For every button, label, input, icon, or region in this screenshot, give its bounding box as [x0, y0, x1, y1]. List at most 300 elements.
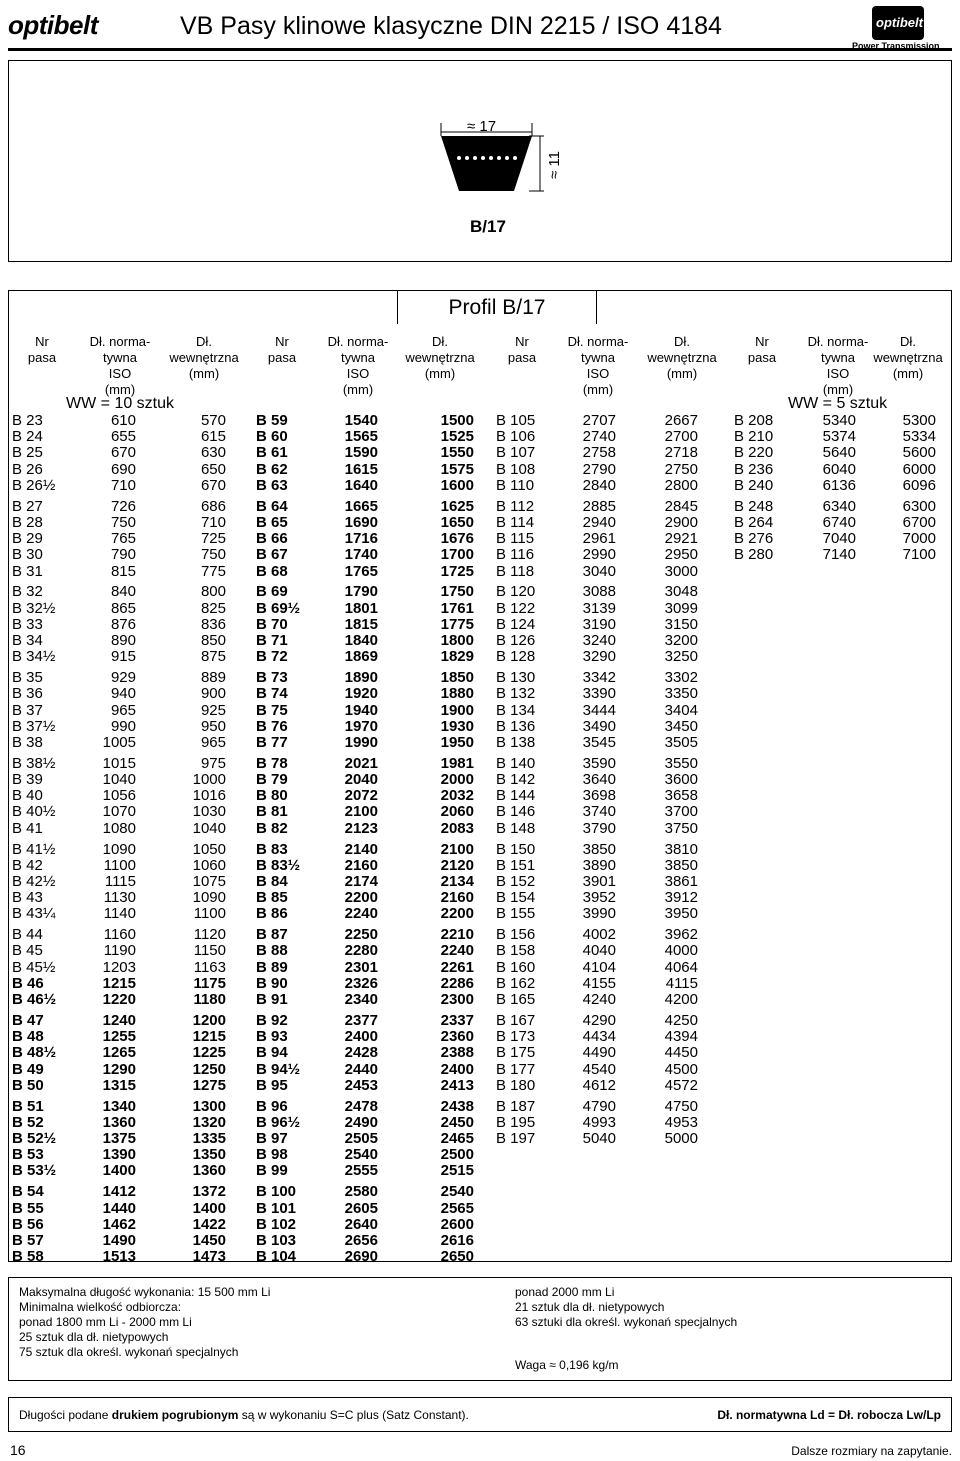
belt-number: B 84 — [256, 872, 288, 890]
norm-length: 1240 — [102, 1011, 136, 1029]
inner-length: 1725 — [440, 562, 474, 580]
norm-length: 2340 — [344, 991, 378, 1008]
more-sizes-note: Dalsze rozmiary na zapytanie. — [791, 1444, 952, 1458]
note-range: ponad 1800 mm Li - 2000 mm Li — [19, 1315, 192, 1329]
inner-length: 1180 — [193, 991, 226, 1008]
inner-length: 2060 — [440, 803, 474, 821]
belt-number: B 48½ — [12, 1044, 57, 1062]
norm-length: 3342 — [582, 669, 616, 687]
norm-length: 1090 — [102, 840, 136, 858]
norm-length: 2758 — [582, 444, 616, 462]
inner-length: 2800 — [664, 476, 698, 494]
inner-length: 1372 — [192, 1183, 226, 1201]
norm-length: 6136 — [822, 476, 856, 494]
norm-length: 876 — [110, 615, 136, 633]
table-row — [0, 842, 960, 858]
norm-length: 5640 — [822, 444, 856, 462]
belt-number: B 142 — [496, 771, 536, 788]
inner-length: 2950 — [664, 546, 698, 564]
norm-length: 3952 — [582, 889, 616, 907]
belt-number: B 81 — [256, 803, 288, 821]
belt-number: B 152 — [496, 872, 536, 890]
column-header-inner: Dł. wewnętrzna (mm) — [405, 334, 475, 381]
inner-length: 1422 — [192, 1215, 226, 1233]
column-header-nr: Nr pasa — [747, 334, 777, 365]
norm-length: 1462 — [102, 1215, 136, 1233]
table-row — [0, 927, 960, 943]
belt-number: B 45½ — [12, 958, 56, 976]
table-row — [0, 564, 960, 580]
belt-number: B 167 — [496, 1011, 536, 1029]
inner-length: 2438 — [440, 1097, 474, 1115]
inner-length: 1225 — [192, 1044, 226, 1062]
note-nonstd2: 21 sztuk dla dł. nietypowych — [515, 1300, 665, 1314]
brand-name: optibelt — [8, 10, 98, 40]
inner-length: 1300 — [192, 1097, 226, 1115]
note-special2: 63 sztuki dla określ. wykonań specjalnych — [515, 1315, 738, 1329]
norm-length: 1015 — [102, 754, 136, 772]
table-row — [0, 686, 960, 702]
norm-length: 3040 — [582, 562, 616, 580]
inner-length: 4000 — [664, 942, 698, 960]
table-row — [0, 890, 960, 906]
inner-length: 2845 — [664, 497, 698, 515]
inner-length: 1575 — [440, 460, 474, 478]
note-special: 75 sztuk dla określ. wykonań specjalnych — [19, 1345, 239, 1359]
column-header-norm: Dł. norma- tywna ISO (mm) — [89, 334, 151, 397]
logo-subtitle: Power Transmission — [852, 41, 940, 51]
belt-number: B 34 — [12, 632, 43, 649]
inner-length: 3750 — [664, 819, 698, 837]
inner-length: 2261 — [440, 958, 474, 976]
inner-length: 1981 — [440, 754, 474, 772]
belt-number: B 96 — [256, 1097, 288, 1115]
inner-length: 1550 — [440, 444, 474, 462]
belt-number: B 83½ — [256, 856, 301, 874]
inner-length: 3700 — [664, 803, 698, 821]
inner-length: 1625 — [440, 497, 474, 515]
table-row — [0, 429, 960, 445]
inner-length: 6700 — [902, 513, 936, 531]
inner-length: 1335 — [192, 1130, 226, 1147]
belt-number: B 102 — [256, 1215, 297, 1233]
belt-number: B 91 — [256, 991, 288, 1008]
inner-length: 1320 — [192, 1113, 226, 1131]
norm-length: 4434 — [582, 1028, 616, 1046]
note-nonstd: 25 sztuk dla dł. nietypowych — [19, 1330, 169, 1344]
norm-length: 2656 — [344, 1231, 378, 1249]
inner-length: 7000 — [902, 530, 936, 548]
belt-number: B 24 — [12, 428, 43, 446]
inner-length: 710 — [200, 513, 226, 531]
belt-number: B 32 — [12, 583, 43, 601]
belt-number: B 29 — [12, 530, 43, 548]
inner-length: 950 — [200, 717, 226, 735]
norm-length: 1375 — [102, 1130, 136, 1147]
inner-length: 2200 — [440, 905, 474, 923]
inner-length: 1829 — [440, 648, 474, 666]
note-min-qty: Minimalna wielkość odbiorcza: — [19, 1300, 182, 1314]
norm-length: 5374 — [822, 428, 856, 446]
notes-left — [19, 1285, 270, 1360]
belt-number: B 60 — [256, 428, 288, 446]
table-row — [0, 670, 960, 686]
norm-length: 929 — [110, 669, 136, 687]
inner-length: 2600 — [440, 1215, 474, 1233]
norm-length: 815 — [110, 562, 136, 580]
belt-number: B 41½ — [12, 840, 56, 858]
inner-length: 3000 — [664, 562, 698, 580]
table-row — [0, 1045, 960, 1061]
table-row — [0, 858, 960, 874]
norm-length: 1513 — [102, 1248, 136, 1266]
belt-number: B 75 — [256, 701, 288, 719]
inner-length: 5300 — [902, 412, 936, 429]
belt-number: B 116 — [496, 546, 535, 564]
inner-length: 1175 — [193, 974, 226, 992]
inner-length: 630 — [200, 444, 226, 462]
belt-number: B 118 — [496, 562, 535, 580]
column-header-nr: Nr pasa — [27, 334, 57, 365]
table-row — [0, 772, 960, 788]
note-max-length: Maksymalna długość wykonania: 15 500 mm Li — [19, 1285, 271, 1299]
norm-length: 1400 — [102, 1162, 136, 1180]
norm-length: 7040 — [822, 530, 856, 548]
table-row — [0, 1078, 960, 1094]
norm-length: 2961 — [582, 530, 616, 548]
table-row — [0, 821, 960, 837]
belt-number: B 32½ — [12, 599, 56, 617]
norm-length: 3990 — [582, 905, 616, 923]
table-row — [0, 1131, 960, 1147]
norm-length: 1070 — [102, 803, 136, 821]
table-row — [0, 617, 960, 633]
norm-length: 4290 — [582, 1011, 616, 1029]
norm-length: 2400 — [344, 1028, 378, 1046]
inner-length: 800 — [200, 583, 226, 601]
belt-number: B 99 — [256, 1162, 288, 1180]
norm-length: 840 — [110, 583, 136, 601]
norm-length: 2707 — [582, 412, 616, 429]
belt-number: B 27 — [12, 497, 43, 515]
norm-length: 4040 — [582, 942, 616, 960]
table-row — [0, 719, 960, 735]
table-row — [0, 756, 960, 772]
norm-length: 4002 — [582, 926, 616, 944]
inner-length: 1950 — [440, 733, 474, 751]
inner-length: 1400 — [192, 1199, 226, 1217]
belt-number: B 130 — [496, 669, 536, 687]
belt-number: B 89 — [256, 958, 288, 976]
inner-length: 3350 — [664, 685, 698, 703]
belt-number: B 210 — [734, 428, 774, 446]
column-header-nr: Nr pasa — [507, 334, 537, 365]
table-row — [0, 649, 960, 665]
belt-number: B 86 — [256, 905, 288, 923]
belt-number: B 78 — [256, 754, 288, 772]
inner-length: 1800 — [440, 632, 474, 649]
inner-length: 4750 — [664, 1097, 698, 1115]
inner-length: 6300 — [902, 497, 936, 515]
inner-length: 5334 — [902, 428, 936, 446]
belt-number: B 165 — [496, 991, 536, 1008]
table-row — [0, 1013, 960, 1029]
inner-length: 1075 — [192, 872, 226, 890]
norm-length: 1790 — [344, 583, 378, 601]
norm-length: 1412 — [102, 1183, 136, 1201]
inner-length: 2120 — [440, 856, 474, 874]
inner-length: 1050 — [192, 840, 226, 858]
inner-length: 975 — [200, 754, 226, 772]
norm-length: 1315 — [102, 1076, 136, 1094]
norm-length: 1440 — [102, 1199, 136, 1217]
belt-number: B 146 — [496, 803, 536, 821]
inner-length: 615 — [200, 428, 226, 446]
belt-number: B 50 — [12, 1076, 44, 1094]
belt-number: B 37 — [12, 701, 43, 719]
belt-number: B 177 — [496, 1060, 536, 1078]
inner-length: 850 — [200, 632, 226, 649]
belt-number: B 42½ — [12, 872, 56, 890]
norm-length: 3139 — [582, 599, 616, 617]
belt-number: B 101 — [256, 1199, 297, 1217]
norm-length: 2453 — [344, 1076, 378, 1094]
inner-length: 1850 — [440, 669, 474, 687]
belt-number: B 47 — [12, 1011, 44, 1029]
norm-length: 3240 — [582, 632, 616, 649]
belt-number: B 180 — [496, 1076, 536, 1094]
norm-length: 4612 — [582, 1076, 616, 1094]
inner-length: 775 — [200, 562, 226, 580]
inner-length: 2100 — [440, 840, 474, 858]
table-row — [0, 1249, 960, 1265]
belt-number: B 95 — [256, 1076, 288, 1094]
norm-length: 2990 — [582, 546, 616, 564]
belt-number: B 138 — [496, 733, 536, 751]
table-row — [0, 703, 960, 719]
table-row — [0, 788, 960, 804]
inner-length: 2000 — [440, 771, 474, 788]
inner-length: 1150 — [193, 942, 226, 960]
inner-length: 4572 — [664, 1076, 698, 1094]
norm-length: 2160 — [344, 856, 378, 874]
table-row — [0, 804, 960, 820]
inner-length: 1473 — [192, 1248, 226, 1266]
belt-number: B 63 — [256, 476, 288, 494]
norm-length: 1203 — [102, 958, 136, 976]
belt-number: B 112 — [496, 497, 535, 515]
table-row — [0, 601, 960, 617]
belt-number: B 76 — [256, 717, 288, 735]
table-row — [0, 1029, 960, 1045]
belt-number: B 71 — [256, 632, 288, 649]
notes-right — [515, 1285, 737, 1330]
norm-length: 726 — [110, 497, 136, 515]
norm-length: 3290 — [582, 648, 616, 666]
inner-length: 3302 — [664, 669, 698, 687]
norm-length: 1255 — [102, 1028, 136, 1046]
belt-number: B 156 — [496, 926, 536, 944]
norm-length: 4790 — [582, 1097, 616, 1115]
norm-length: 2885 — [582, 497, 616, 515]
belt-number: B 80 — [256, 787, 288, 805]
belt-number: B 43 — [12, 889, 43, 907]
norm-length: 890 — [110, 632, 136, 649]
belt-number: B 66 — [256, 530, 288, 548]
inner-length: 965 — [200, 733, 226, 751]
column-header-inner: Dł. wewnętrzna (mm) — [647, 334, 717, 381]
ww-qty-note: WW = 10 sztuk — [66, 395, 175, 412]
column-header-norm: Dł. norma- tywna ISO (mm) — [327, 334, 389, 397]
inner-length: 2450 — [440, 1113, 474, 1131]
norm-length: 1080 — [102, 819, 136, 837]
profile-label: B/17 — [470, 217, 506, 236]
norm-length: 1215 — [102, 974, 136, 992]
belt-number: B 51 — [12, 1097, 44, 1115]
table-row — [0, 499, 960, 515]
inner-length: 2921 — [664, 530, 698, 548]
optibelt-logo — [852, 6, 948, 50]
belt-number: B 26½ — [12, 476, 56, 494]
table-row — [0, 874, 960, 890]
height-label: ≈ 11 — [546, 151, 563, 179]
norm-length: 2580 — [344, 1183, 378, 1201]
table-row — [0, 943, 960, 959]
table-row — [0, 1062, 960, 1078]
inner-length: 3450 — [664, 717, 698, 735]
inner-length: 670 — [200, 476, 226, 494]
inner-length: 2032 — [440, 787, 474, 805]
table-row — [0, 1217, 960, 1233]
belt-number: B 128 — [496, 648, 536, 666]
belt-number: B 69½ — [256, 599, 301, 617]
norm-length: 6340 — [822, 497, 856, 515]
norm-length: 1540 — [344, 412, 378, 429]
norm-length: 690 — [110, 460, 136, 478]
table-row — [0, 960, 960, 976]
inner-length: 3150 — [664, 615, 698, 633]
norm-length: 3790 — [582, 819, 616, 837]
belt-number: B 87 — [256, 926, 288, 944]
inner-length: 1450 — [192, 1231, 226, 1249]
belt-number: B 132 — [496, 685, 536, 703]
inner-length: 6000 — [902, 460, 936, 478]
inner-length: 2160 — [440, 889, 474, 907]
norm-length: 3444 — [582, 701, 616, 719]
belt-number: B 93 — [256, 1028, 288, 1046]
belt-number: B 31 — [12, 562, 43, 580]
belt-number: B 144 — [496, 787, 536, 805]
inner-length: 4064 — [664, 958, 698, 976]
norm-length: 2123 — [344, 819, 378, 837]
belt-number: B 46½ — [12, 991, 57, 1008]
belt-number: B 53½ — [12, 1162, 57, 1180]
norm-length: 2250 — [344, 926, 378, 944]
inner-length: 3962 — [664, 926, 698, 944]
norm-length: 1990 — [344, 733, 378, 751]
norm-length: 4490 — [582, 1044, 616, 1062]
inner-length: 2500 — [440, 1146, 474, 1164]
norm-length: 2280 — [344, 942, 378, 960]
ww-qty-note: WW = 5 sztuk — [788, 395, 888, 412]
norm-length: 3390 — [582, 685, 616, 703]
inner-length: 3099 — [664, 599, 698, 617]
belt-number: B 248 — [734, 497, 774, 515]
table-row — [0, 462, 960, 478]
belt-number: B 124 — [496, 615, 536, 633]
table-row — [0, 976, 960, 992]
belt-number: B 57 — [12, 1231, 44, 1249]
inner-length: 1100 — [193, 905, 226, 923]
norm-length: 1100 — [103, 856, 136, 874]
norm-length: 4104 — [582, 958, 616, 976]
norm-length: 3190 — [582, 615, 616, 633]
norm-length: 865 — [110, 599, 136, 617]
belt-number: B 110 — [496, 476, 535, 494]
norm-length: 2540 — [344, 1146, 378, 1164]
belt-number: B 96½ — [256, 1113, 301, 1131]
table-row — [0, 584, 960, 600]
belt-number: B 94 — [256, 1044, 288, 1062]
norm-length: 2790 — [582, 460, 616, 478]
inner-length: 3200 — [664, 632, 698, 649]
norm-length: 6740 — [822, 513, 856, 531]
inner-length: 2750 — [664, 460, 698, 478]
norm-length: 2072 — [344, 787, 378, 805]
norm-length: 1160 — [103, 926, 136, 944]
belt-number: B 35 — [12, 669, 43, 687]
inner-length: 1163 — [193, 958, 226, 976]
belt-number: B 106 — [496, 428, 536, 446]
footer-box — [8, 1397, 952, 1432]
inner-length: 1650 — [440, 513, 474, 531]
inner-length: 4200 — [664, 991, 698, 1008]
belt-number: B 160 — [496, 958, 536, 976]
norm-length: 1765 — [344, 562, 378, 580]
belt-number: B 187 — [496, 1097, 536, 1115]
norm-length: 1490 — [102, 1231, 136, 1249]
norm-length: 610 — [110, 412, 136, 429]
belt-number: B 46 — [12, 974, 44, 992]
table-row — [0, 531, 960, 547]
note-range2: ponad 2000 mm Li — [515, 1285, 615, 1299]
belt-number: B 68 — [256, 562, 288, 580]
inner-length: 2900 — [664, 513, 698, 531]
inner-length: 875 — [200, 648, 226, 666]
norm-length: 1665 — [344, 497, 378, 515]
belt-number: B 38 — [12, 733, 43, 751]
norm-length: 710 — [110, 476, 136, 494]
belt-number: B 126 — [496, 632, 536, 649]
inner-length: 3250 — [664, 648, 698, 666]
inner-length: 3550 — [664, 754, 698, 772]
inner-length: 1700 — [440, 546, 474, 564]
norm-length: 6040 — [822, 460, 856, 478]
inner-length: 3810 — [664, 840, 698, 858]
belt-number: B 53 — [12, 1146, 44, 1164]
inner-length: 3658 — [664, 787, 698, 805]
page-header — [8, 6, 952, 51]
inner-length: 4250 — [664, 1011, 698, 1029]
table-row — [0, 1233, 960, 1249]
norm-length: 3901 — [582, 872, 616, 890]
norm-length: 1740 — [344, 546, 378, 564]
inner-length: 4953 — [664, 1113, 698, 1131]
norm-length: 1040 — [102, 771, 136, 788]
norm-length: 2555 — [344, 1162, 378, 1180]
norm-length: 3850 — [582, 840, 616, 858]
norm-length: 790 — [110, 546, 136, 564]
